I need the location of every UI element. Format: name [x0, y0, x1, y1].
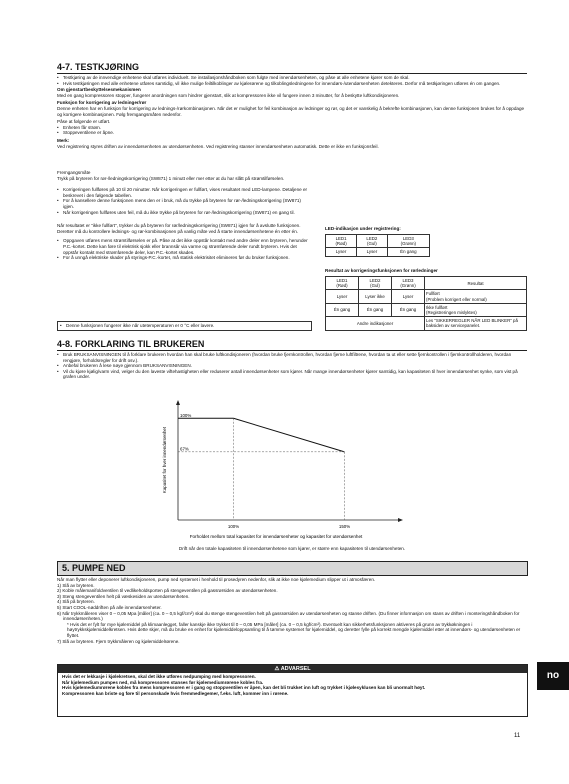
list-item: • Anbefal brukeren å lese nøye gjennom BRUKSANVISNINGEN. — [57, 363, 527, 369]
note-box — [57, 321, 312, 331]
list-item: • Når korrigeringen fullføres uten feil, må du ikke trykke på bryteren for rør-/ledningskorrigering (SW871) en gang til. — [57, 210, 312, 216]
paragraph: Når resultatet er "ikke fullført", trykker du på bryteren for rør/ledningskorrigering (SW871) igjen for å avslutte funksjonen. Deretter må du kontrollere lednings- og rør-kombinasjonen på vanlig måte ved å starte innendørsenhetene én etter én. — [57, 223, 301, 234]
section-4-8-title: 4-8. FORKLARING TIL BRUKEREN — [57, 339, 205, 349]
led-header: LED3 (Grønn) — [387, 235, 429, 248]
section-4-7-intro — [57, 75, 527, 149]
warning-title: ADVARSEL — [280, 666, 311, 672]
procedure-column — [57, 170, 312, 261]
led-cell: Lyser — [357, 248, 388, 256]
result-cell: Lyser ikke — [359, 290, 392, 303]
chart-caption: Drift når den totale kapasiteten til innendørsenhetene som kjører, er større enn kapasiteten til utendørsenheten. — [178, 546, 406, 551]
list-item: • Enheten får strøm. — [57, 125, 527, 131]
list-item: • Hvis testkjøringen med alle enhetene utføres samtidig, vil ikke mulige feiltilkoblinger av kjølerørene og tilkoblingsledningene for innendørs-/utendørsenheten detekteres. Derfor må testkjøringen utføres én om gangen. — [57, 81, 527, 87]
result-header: LED2 (Gul) — [359, 277, 392, 290]
language-tab: no — [537, 662, 569, 690]
list-item: • For å kansellere denne funksjonen mens den er i bruk, må du trykke på bryteren for rør-/ledningskorrigering (SW871) igjen. — [57, 198, 312, 209]
warning-icon: ⚠ — [274, 666, 280, 672]
x-tick-label: 150% — [338, 524, 351, 529]
result-table-title: Resultat av korrigeringsfunksjonen for rørledninger — [325, 268, 438, 273]
warning-line: Hvis kjølemediumrørene kobles fra mens kompressoren er i gang og stoppventilen er åpen, kan det bli trukket inn luft og trykket i kjølesyklusen kan bli unormalt høyt. — [62, 685, 426, 691]
procedure-text: Trykk på bryteren for rør-/ledningskorrigering (SW871) 1 minutt eller mer etter at du har slått på strømtilførselen. — [57, 175, 285, 181]
section-4-8-body — [57, 352, 527, 380]
section-4-7-title: 4-7. TESTKJØRING — [57, 62, 140, 72]
section-5-title: 5. PUMPE NED — [62, 563, 126, 573]
x-axis-label: Forholdet mellom total kapasitet for innendørsenheter og kapasitet for utendørsenhet — [189, 534, 363, 539]
result-cell: Én gang — [359, 303, 392, 316]
list-item: • Bruk BRUKSANVISNINGEN til å forklare brukeren hvordan han skal bruke luftkondisjoneren (hvordan bruke fjernkontrollen, hvordan fjerne luftfiltrene, hvordan ta ut eller sette fjernkontrollen i fjernkontrollholderen, hvordan rengjøre, forholdsregler for drift osv.). — [57, 352, 527, 363]
step: 2) Koble målemanifoldventilen til vedlikeholdsporten på stengeventilen på gassrørsiden av utendørsenheten. — [57, 588, 278, 594]
subheading: Om gjenstartbeskyttelsesmekanismen — [57, 87, 141, 93]
step: 3) Steng stengeventilen helt på væskesiden av utendørsenheten. — [57, 593, 190, 599]
note-text: Ved registrering styres driften av innendørsenheten av utendørsenheten. Ved registrering stanser innendørsenheten automatisk. Dette er ikke en funksjonsfeil. — [57, 143, 379, 149]
list-item: • Testkjøring av de innvendige enhetene skal utføres individuelt. Se installasjonshåndboken som fulgte med innendørsenheten, og påse at alle enhetene kjører som de skal. — [57, 75, 527, 81]
result-header: Resultat — [425, 277, 527, 290]
x-axis-arrow — [398, 518, 403, 522]
led-table-title: LED-indikasjon under registrering: — [325, 226, 401, 231]
paragraph: Påse at følgende er utført. — [57, 119, 111, 125]
note-label: Merk: — [57, 137, 70, 143]
page-number: 11 — [514, 733, 521, 739]
led-table — [325, 234, 430, 257]
section-divider — [57, 350, 527, 351]
section-5-header — [57, 561, 528, 576]
list-item: • Stoppeventilene er åpne. — [57, 130, 527, 136]
result-cell: Fullført (Problem korrigert eller normal) — [425, 290, 527, 303]
result-cell: Andre indikasjoner — [326, 317, 425, 330]
led-header: LED2 (Gul) — [357, 235, 388, 248]
note-box-text: • Denne funksjonen fungerer ikke når utetemperaturen er 0 °C eller lavere. — [60, 323, 309, 329]
section-divider — [57, 73, 527, 74]
y-tick-label: 67% — [180, 446, 189, 452]
warning-header — [58, 665, 527, 673]
series-line-decline — [234, 418, 345, 452]
list-item: • For å unngå elektriske skader på styrings-P.C.-kortet, må statisk elektrisitet elimineres før du bruker funksjonen. — [57, 255, 312, 261]
result-cell: Ikke fullført (Registreringen mislyktes) — [425, 303, 527, 316]
y-axis-arrow — [176, 400, 180, 405]
step: 7) Slå av bryteren. Fjern trykkmåleren og kjølemiddelrørene. — [57, 638, 180, 644]
warning-line: Når kjølemedium pumpes ned, må kompressoren stanses før kjølemediumrørene kobles fra. — [62, 679, 264, 685]
warning-line: Hvis det er lekkasje i kjølekretsen, skal det ikke utføres nedpumping med kompressoren. — [62, 674, 256, 679]
capacity-chart — [150, 398, 410, 548]
step: 5) Start COOL-nøddriften på alle innendørsenheter. — [57, 604, 162, 610]
list-item: • Oppgaven utføres mens strømtilførselen er på. Påse at det ikke oppstår kontakt med andre deler enn bryteren, herunder P.C.-kortet. Dette kan føre til elektrisk sjokk eller brannsår via varme og strømførende deler rundt bryteren. Hvis det oppstår kontakt med strømførende deler, kan P.C.-kortet skades. — [57, 238, 312, 255]
result-cell: Lyser — [326, 290, 359, 303]
result-cell: Lyser — [392, 290, 425, 303]
result-cell: Én gang — [392, 303, 425, 316]
step-note: * Hvis det er fylt for mye kjølemiddel på klimaanlegget, faller kanskje ikke trykket til 0 – 0,05 MPa [måler] (ca. 0 – 0,5 kgf/cm²). Eventuelt kan sikkerhetsfunksjonen aktiveres på grunn av trykkøkningen i høytrykkskjølemiddelkretsen. Hvis dette skjer, må du bruke en enhet for kjølemiddeloppsamling til å tømme systemet for kjølemiddel, og deretter fylle på korrekt mengde kjølemiddel etter at innendørs- og utendørsenheten er flyttet. — [67, 621, 521, 638]
list-item: • Vil du kjøre kjølig/varm vind, velger du den laveste viftehastigheten eller reduserer antall innendørsenheter som kjører. Når mange innendørsenheter kjører samtidig, kan kapasiteten til hver innendørsenhet synke, som vist på grafen under. — [57, 369, 527, 380]
step: 4) Slå på bryteren. — [57, 599, 95, 605]
result-header: LED3 (Grønn) — [392, 277, 425, 290]
procedure-title: Fremgangsmåte — [57, 170, 91, 175]
led-cell: Én gang — [387, 248, 429, 256]
paragraph: Denne enheten har en funksjon for korrigering av lednings-/rørkombinasjonen. Når det er mulighet for feil kombinasjon av ledninger og rør, og det er vanskelig å bekrefte kombinasjonen, kan denne funksjonen brukes for å oppdage og korrigere kombinasjonen. Følg fremgangsmåten nedenfor. — [57, 105, 525, 117]
result-table — [325, 276, 527, 331]
warning-box — [57, 664, 528, 717]
led-cell: Lyser — [326, 248, 357, 256]
step: 1) Slå av bryteren. — [57, 582, 95, 588]
warning-line: Kompressoren kan briste og føre til personskade hvis fremmedlegemer, f.eks. luft, kommer inn i rørene. — [62, 690, 289, 696]
led-header: LED1 (Rød) — [326, 235, 357, 248]
result-cell: Les "SIKKERREGLER NÅR LED BLINKER" på baksiden av servicepanelet. — [425, 317, 527, 330]
paragraph: Når man flytter eller deponerer luftkondisjoneren, pump ned systemet i henhold til prosedyren nedenfor, slik at ikke noe kjølemedium slipper ut i atmosfæren. — [57, 577, 376, 582]
y-tick-label: 100% — [180, 412, 192, 418]
paragraph: Med en gang kompressoren stopper, fungerer anordningen som hindrer gjenstart, slik at kompressoren ikke vil fungere innen 3 minutter, for å beskytte luftkondisjoneren. — [57, 92, 400, 98]
subheading: Funksjon for korrigering av ledninger/rør — [57, 100, 147, 106]
result-header: LED1 (Rød) — [326, 277, 359, 290]
list-item: • Korrigeringen fullføres på 10 til 20 minutter. Når korrigeringen er fullført, vises resultatet med LED-lampene. Detaljene er beskrevet i den følgende tabellen. — [57, 187, 312, 198]
x-tick-label: 100% — [227, 524, 240, 529]
step: 6) Når trykkmåleren viser 0 – 0,05 Mpa [måler] (ca. 0 – 0,5 kgf/cm²) skal du stenge stengeventilen helt på gassrørsiden av utendørsenheten og stanse driften. (Du finner informasjon om stans av driften i monteringshåndboken for innendørsenheten.) — [57, 610, 520, 622]
section-5-body — [57, 577, 527, 644]
y-axis-label: Kapasitet for hver innendørsenhet — [162, 426, 167, 494]
result-cell: Én gang — [326, 303, 359, 316]
